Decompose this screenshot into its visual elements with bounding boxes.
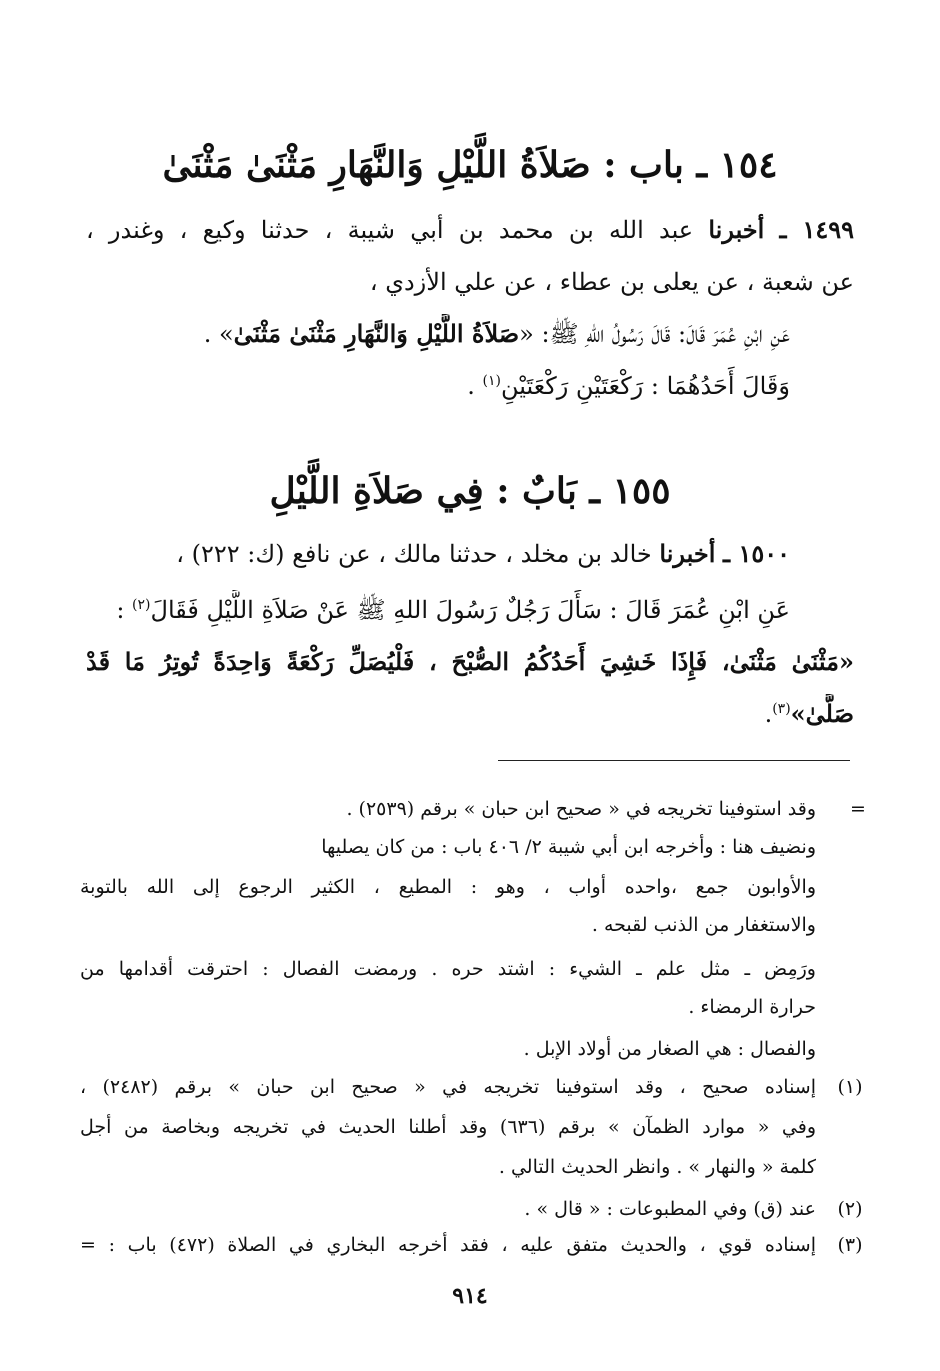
- hadith-text: .: [764, 700, 773, 728]
- hadith-text: :: [116, 596, 133, 624]
- hadith-quote: صَلَّىٰ»: [790, 699, 854, 728]
- hadith-text: عَنِ ابْنِ عُمَرَ قَالَ : سَأَلَ رَجُلٌ رَسُولَ اللهِ ﷺ عَنْ صَلاَةِ اللَّيْلِ فَقَالَ: [150, 596, 790, 624]
- footnote-continued-line: حرارة الرمضاء .: [688, 996, 816, 1018]
- footnote-number: (٢): [837, 1198, 863, 1220]
- hadith-intro: أخبرنا: [708, 215, 765, 244]
- footnote-line: كلمة « والنهار » . وانظر الحديث التالي .: [498, 1156, 816, 1178]
- hadith-1499-line-4: [86, 366, 790, 406]
- hadith-1500-line-4: [86, 694, 854, 734]
- page-number: ٩١٤: [452, 1283, 488, 1309]
- chapter-heading-155: ١٥٥ ـ بَابٌ : فِي صَلاَةِ اللَّيْلِ: [269, 470, 671, 512]
- hadith-text: خالد بن مخلد ، حدثنا مالك ، عن نافع (ك: ٢٢٢) ،: [176, 540, 652, 568]
- hadith-text: عَنِ ابْنِ عُمَرَ قَالَ: قَالَ رَسُولُ اللهِ ﷺ: «: [519, 320, 790, 348]
- hadith-text: عبد الله بن محمد بن أبي شيبة ، حدثنا وكيع ، وغندر ،: [86, 216, 694, 244]
- hadith-number: ١٤٩٩ ـ: [779, 215, 854, 244]
- footnote-continued-line: ونضيف هنا : وأخرجه ابن أبي شيبة ٢/ ٤٠٦ باب : من كان يصليها: [321, 836, 816, 858]
- hadith-intro: أخبرنا: [659, 539, 716, 568]
- footnote-line: إسناده صحيح ، وقد استوفينا تخريجه في « صحيح ابن حبان » برقم (٢٤٨٢) ،: [80, 1076, 816, 1098]
- footnote-line: إسناده قوي ، والحديث متفق عليه ، فقد أخرجه البخاري في الصلاة (٤٧٢) باب : =: [80, 1234, 816, 1256]
- hadith-1500-line-1: [86, 534, 790, 574]
- hadith-quote: صَلاَةُ اللَّيْلِ وَالنَّهَارِ مَثْنَىٰ مَثْنَىٰ: [233, 319, 520, 348]
- hadith-1499-line-3: [86, 314, 790, 354]
- footnote-number: (٣): [837, 1234, 863, 1256]
- footnote-continued-line: والفصال : هي الصغار من أولاد الإبل .: [523, 1038, 816, 1060]
- footnote-ref: (٣): [772, 701, 791, 717]
- hadith-1499-line-2: عن شعبة ، عن يعلى بن عطاء ، عن علي الأزدي ،: [369, 268, 854, 296]
- continuation-marker: =: [850, 798, 866, 820]
- hadith-1499-line-1: [86, 210, 854, 250]
- chapter-heading-154: ١٥٤ ـ باب : صَلاَةُ اللَّيْلِ وَالنَّهَارِ مَثْنَىٰ مَثْنَىٰ: [162, 144, 778, 186]
- hadith-text: وَقَالَ أَحَدُهُمَا : رَكْعَتَيْنِ رَكْعَتَيْنِ: [500, 372, 790, 400]
- footnote-separator: [498, 760, 850, 761]
- footnote-continued-line: وقد استوفينا تخريجه في « صحيح ابن حبان » برقم (٢٥٣٩) .: [346, 798, 816, 820]
- hadith-1500-line-2: [86, 590, 790, 630]
- footnote-line: وفي « موارد الظمآن » برقم (٦٣٦) وقد أطلنا الحديث في تخريجه وبخاصة من أجل: [80, 1116, 816, 1138]
- footnote-ref: (١): [482, 373, 501, 389]
- hadith-text: .: [467, 372, 483, 400]
- footnote-continued-line: والاستغفار من الذنب لقبحه .: [591, 914, 816, 936]
- footnote-continued-line: والأوابون جمع ،واحده أواب ، وهو : المطيع ، الكثير الرجوع إلى الله بالتوبة: [80, 876, 816, 898]
- hadith-number: ١٥٠٠ ـ: [723, 539, 790, 568]
- hadith-1500-line-3: «مَثْنَىٰ مَثْنَىٰ، فَإِذَا خَشِيَ أَحَدُكُمُ الصُّبْحَ ، فَلْيُصَلِّ رَكْعَةً وَاحِدَةً تُوتِرُ مَا قَدْ: [86, 647, 854, 676]
- footnote-line: عند (ق) وفي المطبوعات : « قال » .: [524, 1198, 816, 1220]
- footnote-number: (١): [837, 1076, 863, 1098]
- footnote-continued-line: ورَمِض ـ مثل علم ـ الشيء : اشتد حره . ورمضت الفصال : احترقت أقدامها من: [80, 958, 816, 980]
- hadith-text: » .: [203, 320, 234, 348]
- footnote-ref: (٢): [132, 597, 151, 613]
